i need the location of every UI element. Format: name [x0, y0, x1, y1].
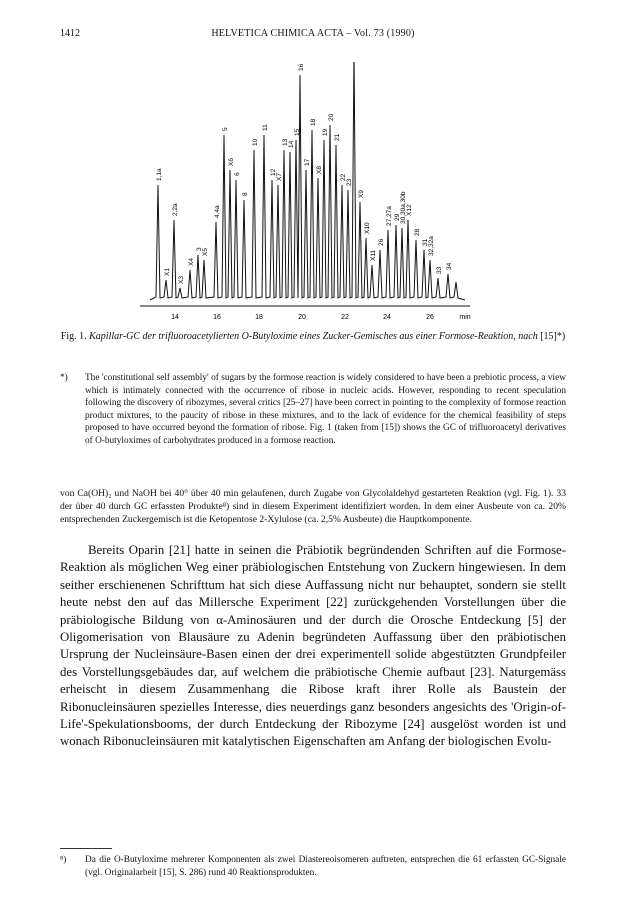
peak-label: 29	[394, 213, 401, 221]
time-tick-label: 24	[383, 314, 391, 321]
chromatogram-figure	[120, 62, 500, 327]
peak-label: 18	[310, 118, 317, 126]
peak-label: X6	[228, 158, 235, 166]
peak-label: 4,4a	[214, 205, 221, 218]
peak-label: X9	[358, 190, 365, 198]
peak-label: 16	[298, 63, 305, 71]
chromatogram-trace	[150, 62, 465, 300]
peak-label: 31	[422, 238, 429, 246]
peak-label: 15	[294, 128, 301, 136]
footnote-8	[60, 854, 566, 879]
peak-label: 13	[282, 138, 289, 146]
peak-label: X3	[178, 276, 185, 284]
time-tick-label: min	[459, 314, 471, 321]
peak-label: 14	[288, 140, 295, 148]
peak-label: 21	[334, 133, 341, 141]
footnote-star	[60, 372, 566, 448]
caption-text: Kapillar-GC der trifluoroacetylierten O-Butyloxime eines Zucker-Gemisches aus einer Formose-Reaktion, nach	[89, 331, 538, 342]
page-header	[60, 28, 566, 42]
peak-label: 6	[234, 172, 241, 176]
peak-label: 20	[328, 113, 335, 121]
small-paragraph: von Ca(OH)₂ und NaOH bei 40° über 40 min gelaufenen, durch Zugabe von Glycolaldehyd gestarteten Reaktion (vgl. Fig. 1). 33 der über 40 durch GC erfassten Produkte⁸) sind in diesem Experiment identifiziert worden. In dem einer Ausbeute von ca. 20% entsprechenden Zuckergemisch ist die Ketopentose 2-Xylulose (ca. 2,5% Ausbeute) die Hauptkomponente.	[60, 488, 566, 525]
peak-label: 2,2a	[172, 203, 179, 216]
footnote-8-text: Da die O-Butyloxime mehrerer Komponenten als zwei Diastereoisomeren auftreten, entsprechen die 61 erfassten GC-Signale (vgl. Originalarbeit [15], S. 286) rund 40 Reaktionsprodukten.	[85, 855, 566, 878]
peak-label: X4	[188, 258, 195, 266]
footnote-star-mark: *)	[60, 373, 68, 383]
peak-label: X12	[406, 204, 413, 216]
caption-ref: [15]*)	[540, 331, 566, 342]
peak-label: 22	[340, 173, 347, 181]
peak-label: X8	[316, 166, 323, 174]
peak-label: 8	[242, 192, 249, 196]
chromatogram-plot	[120, 62, 500, 327]
peak-label: X1	[164, 268, 171, 276]
peak-label: X7	[276, 173, 283, 181]
journal-running-head: HELVETICA CHIMICA ACTA – Vol. 73 (1990)	[211, 28, 415, 39]
peak-label: X10	[364, 222, 371, 234]
page-number: 1412	[60, 28, 80, 39]
peak-label: 11	[262, 124, 269, 131]
peak-label: 1,1a	[156, 168, 163, 181]
time-tick-label: 14	[171, 314, 179, 321]
peak-label: 10	[252, 138, 259, 146]
peak-label: X5	[202, 248, 209, 256]
time-tick-label: 16	[213, 314, 221, 321]
peak-label: 12	[270, 168, 277, 176]
time-tick-label: 18	[255, 314, 263, 321]
footnote-star-text: The 'constitutional self assembly' of sugars by the formose reaction is widely considered to have been a prebiotic process, a view which is intimately connected with the occurrence of ribose in nucleic acids. However, responding to recent speculation following the discovery of ribozymes, several critics [25–27] have been correct in pointing to the complexity of formose reaction product mixtures, to the paucity of ribose in these mixtures, and to the lack of evidence for the chemical feasibility of steps proposed to have occurred beyond the formation of ribose. Fig. 1 (taken from [15]) shows the GC of trifluoroacetyl derivatives of O-butyloximes of carbohydrates produced in a formose reaction.	[85, 373, 566, 446]
peak-label: 5	[222, 127, 229, 131]
footnote-8-mark: ⁸)	[60, 855, 67, 865]
peak-label: 26	[378, 238, 385, 246]
peak-label: 34	[446, 262, 453, 270]
peak-label: 28	[414, 228, 421, 236]
time-tick-label: 22	[341, 314, 349, 321]
peak-label: X11	[370, 249, 377, 261]
peak-label: 32,32a	[428, 236, 435, 256]
caption-label: Fig. 1.	[60, 331, 87, 342]
peak-label: 23	[346, 178, 353, 186]
peak-label: 19	[322, 128, 329, 136]
main-paragraph: Bereits Oparin [21] hatte in seinen die Präbiotik begründenden Schriften auf die Formose-Reaktion als möglichen Weg einer präbiologischen Entstehung von Zuckern hingewiesen. In dem seither erschienenen Schrifttum hat sich diese Auffassung nicht nur behauptet, sondern sie stellt heute nebst den auf das Millersche Experiment [22] zurückgehenden Vorstellungen über die präbiologische Bildung von α-Aminosäuren und der durch die Orosche Entdeckung [5] der Oligomerisation von Blausäure zu Adenin begründeten Auffassung über den präbiotischen Ursprung der Nucleinsäure-Basen einen der drei experimentell solide abgestützten Grundpfeiler des Vorstellungsgebäudes dar, auf welchem die präbiotische Chemie aufbaut [23]. Naturgemäss erheischt in diesem Zusammenhang die Ribose kraft ihrer Rolle als Baustein der Ribonucleinsäuren spezielles Interesse, dies neuerdings ganz besonders angesichts des 'Origin-of-Life'-Spekulationsbooms, der durch Entdeckung der Ribozyme [24] ausgelöst worden ist und wonach Ribonucleinsäuren mit katalytischen Eigenschaften am Anfang der biologischen Evolu-	[60, 543, 566, 749]
peak-label: 33	[436, 266, 443, 274]
peak-label: 27,27a	[386, 206, 393, 226]
time-tick-label: 26	[426, 314, 434, 321]
figure-caption	[60, 330, 566, 343]
time-tick-label: 20	[298, 314, 306, 321]
peak-label: 30,30a,30b	[400, 191, 407, 224]
footnote-rule	[60, 848, 112, 849]
peak-label: 17	[304, 158, 311, 166]
peak-label: 3	[196, 247, 203, 251]
